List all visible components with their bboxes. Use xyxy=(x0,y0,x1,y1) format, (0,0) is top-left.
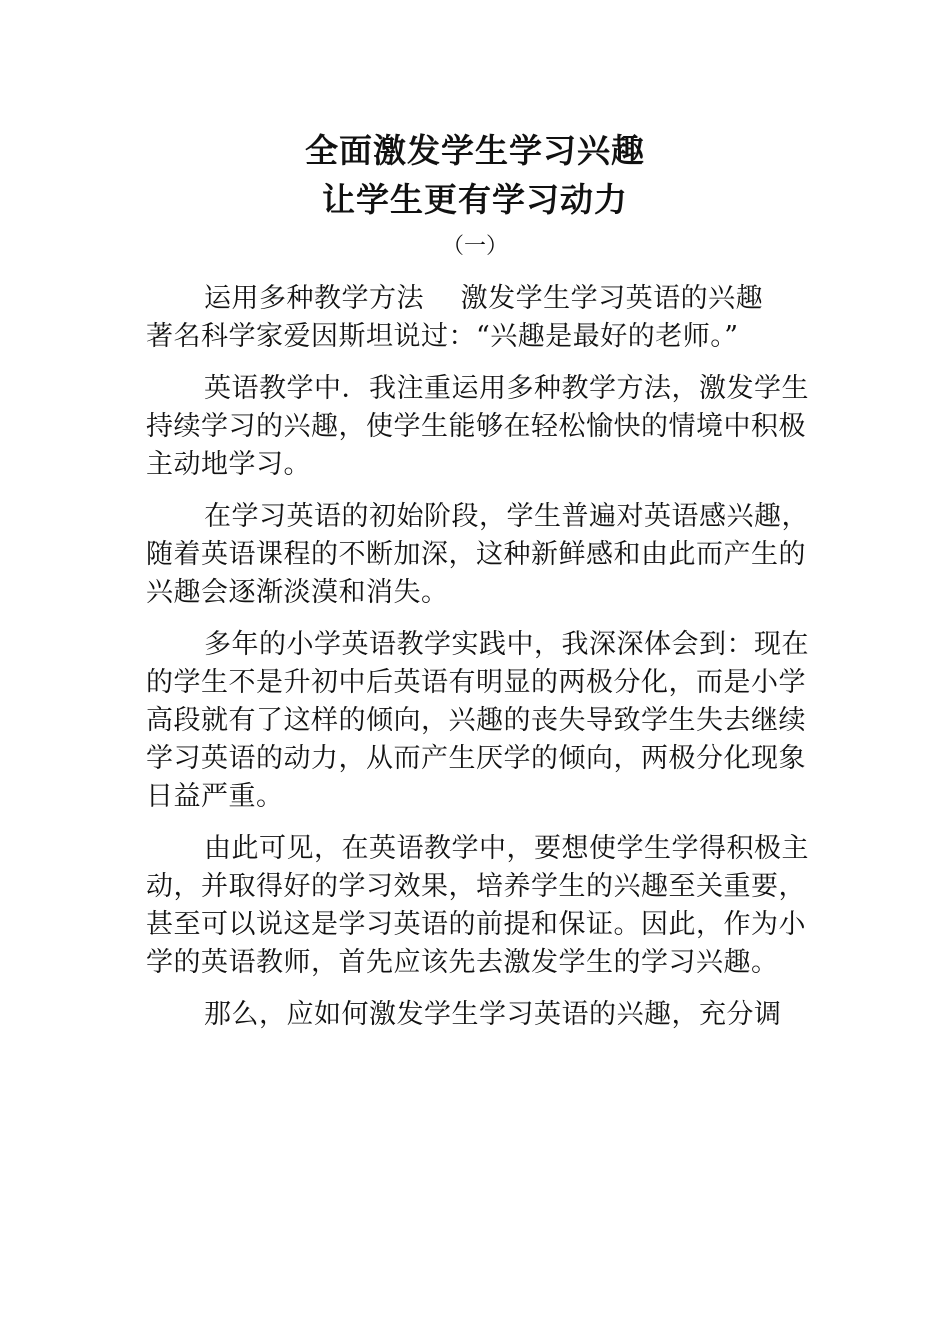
document-title-line-2: 让学生更有学习动力 xyxy=(322,180,628,219)
paragraph-quote: 著名科学家爱因斯坦说过：“兴趣是最好的老师。” xyxy=(146,321,739,352)
section-number: （一） xyxy=(441,234,508,259)
paragraph: 那么，应如何激发学生学习英语的兴趣，充分调 xyxy=(204,999,782,1030)
paragraph: 在学习英语的初始阶段，学生普遍对英语感兴趣，随着英语课程的不断加深，这种新鲜感和由此而产生的兴趣会逐渐淡漠和消失。 xyxy=(146,501,809,608)
paragraph-heading: 运用多种教学方法 激发学生学习英语的兴趣 xyxy=(204,283,764,314)
document-body xyxy=(146,280,816,1034)
paragraph: 多年的小学英语教学实践中，我深深体会到：现在的学生不是升初中后英语有明显的两极分化，而是小学高段就有了这样的倾向，兴趣的丧失导致学生失去继续学习英语的动力，从而产生厌学的倾向，两极分化现象日益严重。 xyxy=(146,629,809,812)
paragraph: 英语教学中．我注重运用多种教学方法，激发学生持续学习的兴趣，使学生能够在轻松愉快的情境中积极主动地学习。 xyxy=(146,373,809,480)
document-title-line-1: 全面激发学生学习兴趣 xyxy=(305,131,645,170)
paragraph: 由此可见，在英语教学中，要想使学生学得积极主动，并取得好的学习效果，培养学生的兴趣至关重要，甚至可以说这是学习英语的前提和保证。因此，作为小学的英语教师，首先应该先去激发学生的学习兴趣。 xyxy=(146,833,809,978)
